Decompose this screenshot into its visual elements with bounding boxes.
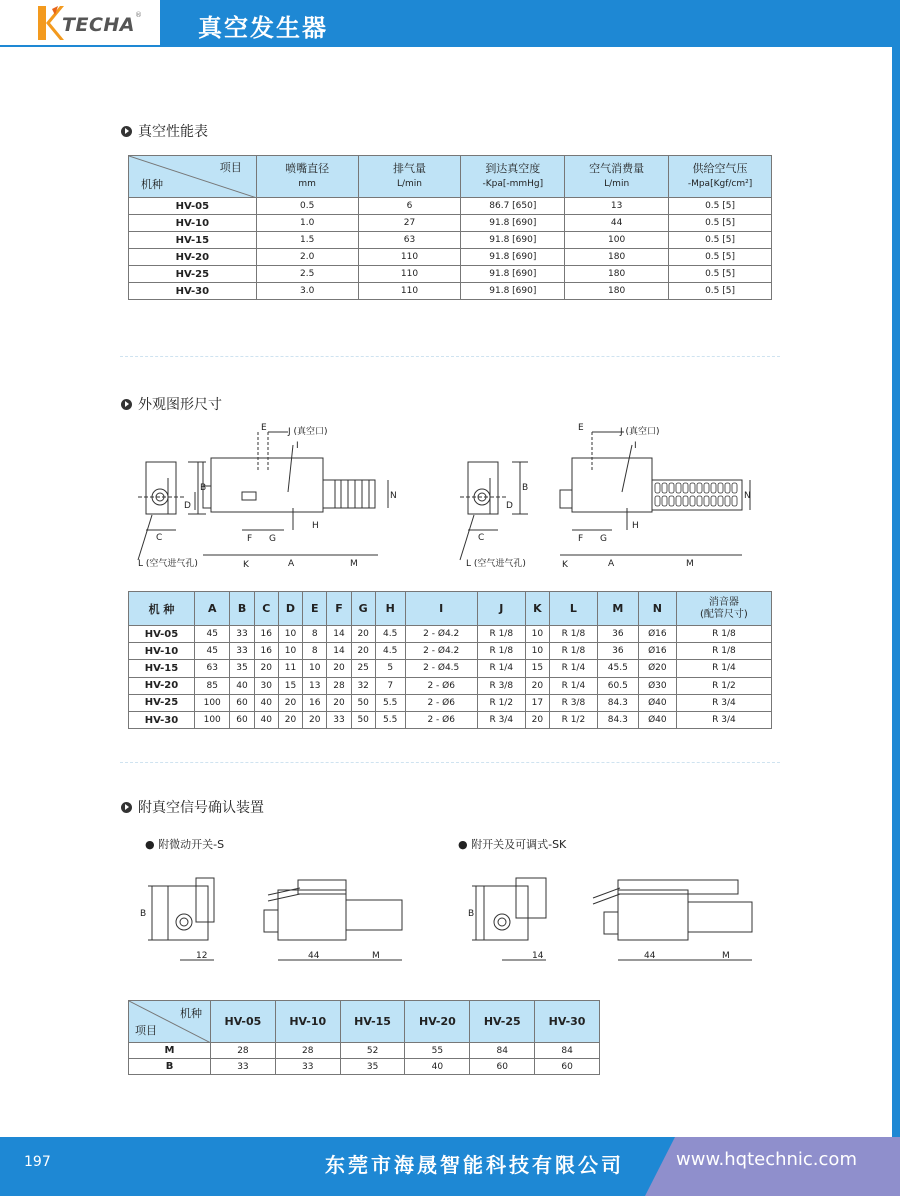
section-title-text: 附真空信号确认装置 [138,800,264,816]
table-cell: 91.8 [690] [461,232,565,249]
column-header: L [549,592,597,626]
table-row [129,266,772,283]
silencer-slot [697,483,702,493]
section-bullet-icon [121,126,132,137]
label-I: I [296,441,299,451]
column-header: B [230,592,254,626]
table-cell: 100 [195,694,230,711]
label-H: H [312,521,319,531]
table-cell: R 3/4 [477,711,525,728]
column-header: 排气量 L/min [358,156,461,198]
column-header: HV-15 [340,1001,405,1043]
switch-header-row [129,1001,600,1043]
performance-header-row [129,156,772,198]
right-edge-bar [892,0,900,1196]
table-cell: R 1/8 [549,626,597,643]
logo-registered-mark: ® [135,11,142,19]
table-row [129,677,772,694]
label-G: G [600,534,607,544]
label-M: M [372,951,380,961]
performance-table [128,155,772,300]
table-cell: 33 [275,1059,340,1075]
label-length: 44 [644,951,656,961]
table-cell: R 1/8 [549,643,597,660]
table-cell: 20 [351,643,375,660]
dimension-drawing-long-silencer [452,420,762,570]
dimension-drawing-standard [128,420,398,570]
table-cell: 5.5 [375,694,405,711]
column-header-silencer: 消音器 (配管尺寸) [676,592,771,626]
label-F: F [247,534,253,544]
table-cell: HV-05 [129,198,257,215]
column-header: G [351,592,375,626]
label-J: J (真空口) [620,427,660,437]
table-cell: B [129,1059,211,1075]
label-L: L (空气进气孔) [466,559,526,569]
table-cell: 36 [597,626,638,643]
table-cell: 16 [254,643,278,660]
table-row [129,198,772,215]
divider [120,356,780,357]
section-bullet-icon [121,399,132,410]
table-row [129,711,772,728]
page-number: 197 [24,1154,51,1170]
silencer-slot [662,483,667,493]
label-B: B [140,909,147,919]
performance-corner-cell [129,156,257,198]
silencer-slot [711,496,716,506]
table-cell: 5.5 [375,711,405,728]
label-F: F [578,534,584,544]
column-header: HV-20 [405,1001,470,1043]
table-cell: R 1/2 [477,694,525,711]
table-row [129,283,772,300]
table-cell: R 1/4 [477,660,525,677]
label-N: N [390,491,397,501]
table-cell: 1.5 [256,232,358,249]
dimension-table-body [129,626,772,729]
column-header: H [375,592,405,626]
silencer-slot [718,496,723,506]
label-D: D [184,501,191,511]
silencer-slot [704,483,709,493]
table-cell: HV-25 [129,694,195,711]
section-title-text: 真空性能表 [138,124,208,140]
table-cell: 2 - Ø6 [405,711,477,728]
table-cell: 20 [327,660,351,677]
table-row [129,643,772,660]
silencer-slot [704,496,709,506]
table-cell: Ø16 [638,626,676,643]
label-E: E [578,423,584,433]
section-title-performance [121,121,208,141]
website-link[interactable]: www.hqtechnic.com [676,1149,857,1170]
table-row [129,1043,600,1059]
corner-label-model: 机种 [141,178,163,191]
table-cell: R 1/8 [676,626,771,643]
column-header: 供给空气压 -Mpa[Kgf/cm²] [669,156,772,198]
table-cell: 2 - Ø4.2 [405,643,477,660]
silencer-slot [655,496,660,506]
table-cell: HV-20 [129,249,257,266]
label-C: C [478,533,485,543]
table-cell: 15 [525,660,549,677]
table-cell: 44 [565,215,669,232]
silencer-slot [669,483,674,493]
table-cell: HV-30 [129,711,195,728]
switch-table-body [129,1043,600,1075]
dimension-header-row [129,592,772,626]
table-cell: 40 [230,677,254,694]
table-cell: R 3/8 [549,694,597,711]
silencer-slot [655,483,660,493]
label-length: 44 [308,951,320,961]
table-cell: Ø20 [638,660,676,677]
label-A: A [608,559,615,569]
table-cell: 50 [351,711,375,728]
table-cell: 0.5 [5] [669,266,772,283]
table-cell: 11 [278,660,302,677]
table-cell: HV-10 [129,215,257,232]
table-cell: Ø30 [638,677,676,694]
corner-label-item: 项目 [135,1024,157,1037]
table-cell: R 3/8 [477,677,525,694]
table-row [129,660,772,677]
table-row [129,215,772,232]
column-header: 空气消费量 L/min [565,156,669,198]
table-cell: 10 [303,660,327,677]
table-cell: 15 [278,677,302,694]
silencer-slots [655,483,737,506]
silencer-slot [669,496,674,506]
column-header: HV-30 [535,1001,600,1043]
column-header: D [278,592,302,626]
table-cell: 100 [195,711,230,728]
table-cell: HV-15 [129,232,257,249]
label-B: B [200,483,207,493]
table-cell: 28 [275,1043,340,1059]
table-cell: R 1/2 [549,711,597,728]
silencer-slot [697,496,702,506]
column-header: 喷嘴直径 mm [256,156,358,198]
table-cell: 25 [351,660,375,677]
table-cell: 84 [470,1043,535,1059]
corner-label-item: 项目 [219,161,242,174]
table-cell: HV-10 [129,643,195,660]
table-cell: 33 [230,643,254,660]
section-title-text: 外观图形尺寸 [138,397,222,413]
table-cell: 16 [303,694,327,711]
table-cell: 84 [535,1043,600,1059]
table-cell: 40 [405,1059,470,1075]
table-cell: R 1/8 [477,643,525,660]
table-cell: 20 [525,677,549,694]
label-J: J (真空口) [288,427,328,437]
table-row [129,232,772,249]
label-C: C [156,533,163,543]
table-cell: 110 [358,249,461,266]
table-cell: 180 [565,283,669,300]
silencer-slot [732,483,737,493]
table-cell: 20 [327,694,351,711]
table-cell: 10 [525,643,549,660]
table-cell: HV-20 [129,677,195,694]
column-header: F [327,592,351,626]
table-cell: 84.3 [597,711,638,728]
label-K: K [243,560,249,570]
logo [0,0,160,47]
table-cell: 60 [230,711,254,728]
table-cell: 91.8 [690] [461,266,565,283]
table-cell: 8 [303,626,327,643]
column-header: C [254,592,278,626]
page-footer [0,1137,900,1196]
table-cell: R 1/4 [549,660,597,677]
table-cell: 45 [195,626,230,643]
table-cell: 14 [327,626,351,643]
column-header: 到达真空度 -Kpa[-mmHg] [461,156,565,198]
silencer-slot [662,496,667,506]
dimension-table [128,591,772,729]
table-cell: 33 [230,626,254,643]
silencer-slot [732,496,737,506]
table-cell: 35 [340,1059,405,1075]
table-cell: 13 [303,677,327,694]
table-row [129,626,772,643]
label-N: N [744,491,751,501]
table-cell: 33 [327,711,351,728]
table-cell: R 1/8 [676,643,771,660]
table-cell: 110 [358,266,461,283]
silencer-slot [718,483,723,493]
table-cell: 6 [358,198,461,215]
silencer-slot [690,483,695,493]
silencer-slot [676,496,681,506]
table-cell: 110 [358,283,461,300]
table-cell: R 3/4 [676,694,771,711]
table-cell: 20 [525,711,549,728]
table-cell: 2 - Ø4.2 [405,626,477,643]
table-cell: 1.0 [256,215,358,232]
label-E: E [261,423,267,433]
column-header: I [405,592,477,626]
label-M: M [686,559,694,569]
table-cell: 0.5 [5] [669,249,772,266]
table-cell: 7 [375,677,405,694]
switch-corner-cell [129,1001,211,1043]
table-cell: 20 [278,694,302,711]
corner-label-model: 机种 [180,1007,202,1020]
switch-table [128,1000,600,1075]
table-cell: HV-15 [129,660,195,677]
table-cell: 28 [211,1043,276,1059]
label-A: A [288,559,295,569]
subtitle-adjustable-switch: ● 附开关及可调式-SK [458,838,567,851]
section-title-signal-device [121,797,264,817]
table-cell: 40 [254,711,278,728]
table-cell: Ø40 [638,711,676,728]
column-header: 机 种 [129,592,195,626]
divider [120,762,780,763]
label-B: B [468,909,475,919]
table-cell: 8 [303,643,327,660]
table-cell: 4.5 [375,626,405,643]
table-cell: 60.5 [597,677,638,694]
table-cell: R 1/8 [477,626,525,643]
label-width: 14 [532,951,544,961]
table-cell: 30 [254,677,278,694]
column-header: HV-05 [211,1001,276,1043]
table-cell: 85 [195,677,230,694]
table-cell: 4.5 [375,643,405,660]
switch-drawing-s [138,860,418,970]
table-row [129,1059,600,1075]
table-cell: 28 [327,677,351,694]
silencer-slot [683,483,688,493]
table-cell: 5 [375,660,405,677]
table-cell: 32 [351,677,375,694]
table-cell: 40 [254,694,278,711]
performance-table-body [129,198,772,300]
table-cell: 10 [525,626,549,643]
label-L: L (空气进气孔) [138,559,198,569]
table-cell: 35 [230,660,254,677]
table-cell: 33 [211,1059,276,1075]
table-cell: 0.5 [5] [669,283,772,300]
table-cell: 60 [230,694,254,711]
table-cell: 16 [254,626,278,643]
table-cell: 10 [278,626,302,643]
silencer-slot [683,496,688,506]
table-cell: 50 [351,694,375,711]
table-cell: 91.8 [690] [461,283,565,300]
label-D: D [506,501,513,511]
company-name: 东莞市海晟智能科技有限公司 [325,1153,624,1177]
column-header: J [477,592,525,626]
subtitle-micro-switch: ● 附微动开关-S [145,838,225,851]
table-cell: 36 [597,643,638,660]
column-header: K [525,592,549,626]
silencer-slot [725,496,730,506]
column-header: HV-10 [275,1001,340,1043]
table-cell: 0.5 [256,198,358,215]
switch-drawing-sk [468,860,768,970]
table-cell: 86.7 [650] [461,198,565,215]
table-cell: R 1/2 [676,677,771,694]
table-row [129,249,772,266]
table-cell: HV-30 [129,283,257,300]
table-cell: 3.0 [256,283,358,300]
table-cell: 60 [470,1059,535,1075]
table-cell: 2 - Ø6 [405,677,477,694]
table-cell: 27 [358,215,461,232]
table-cell: 91.8 [690] [461,215,565,232]
table-cell: 20 [254,660,278,677]
silencer-slot [690,496,695,506]
logo-k-icon [38,6,64,40]
label-I: I [634,441,637,451]
label-B: B [522,483,529,493]
table-cell: M [129,1043,211,1059]
label-G: G [269,534,276,544]
table-cell: 2.0 [256,249,358,266]
column-header: E [303,592,327,626]
table-cell: 2.5 [256,266,358,283]
table-cell: 2 - Ø6 [405,694,477,711]
column-header: M [597,592,638,626]
page-title: 真空发生器 [198,14,328,42]
table-cell: Ø16 [638,643,676,660]
label-M: M [350,559,358,569]
table-cell: 63 [195,660,230,677]
column-header: HV-25 [470,1001,535,1043]
table-cell: R 3/4 [676,711,771,728]
table-cell: 20 [351,626,375,643]
table-cell: 52 [340,1043,405,1059]
table-cell: 180 [565,266,669,283]
table-cell: 0.5 [5] [669,215,772,232]
table-cell: HV-25 [129,266,257,283]
table-cell: 17 [525,694,549,711]
silencer-slot [676,483,681,493]
table-cell: Ø40 [638,694,676,711]
column-header: N [638,592,676,626]
table-cell: 55 [405,1043,470,1059]
table-cell: 2 - Ø4.5 [405,660,477,677]
silencer-slot [711,483,716,493]
label-H: H [632,521,639,531]
table-cell: 100 [565,232,669,249]
table-cell: 60 [535,1059,600,1075]
section-bullet-icon [121,802,132,813]
table-cell: R 1/4 [549,677,597,694]
table-cell: R 1/4 [676,660,771,677]
column-header: A [195,592,230,626]
table-cell: 10 [278,643,302,660]
section-title-dimensions [121,394,222,414]
table-cell: 0.5 [5] [669,232,772,249]
table-cell: 45.5 [597,660,638,677]
table-cell: 63 [358,232,461,249]
silencer-slot [725,483,730,493]
table-cell: 84.3 [597,694,638,711]
label-M: M [722,951,730,961]
table-cell: 14 [327,643,351,660]
table-cell: 20 [303,711,327,728]
logo-text: TECHA [62,14,135,36]
table-row [129,694,772,711]
table-cell: 20 [278,711,302,728]
table-cell: 91.8 [690] [461,249,565,266]
table-cell: 180 [565,249,669,266]
table-cell: 0.5 [5] [669,198,772,215]
table-cell: HV-05 [129,626,195,643]
table-cell: 45 [195,643,230,660]
label-K: K [562,560,568,570]
table-cell: 13 [565,198,669,215]
label-width: 12 [196,951,208,961]
